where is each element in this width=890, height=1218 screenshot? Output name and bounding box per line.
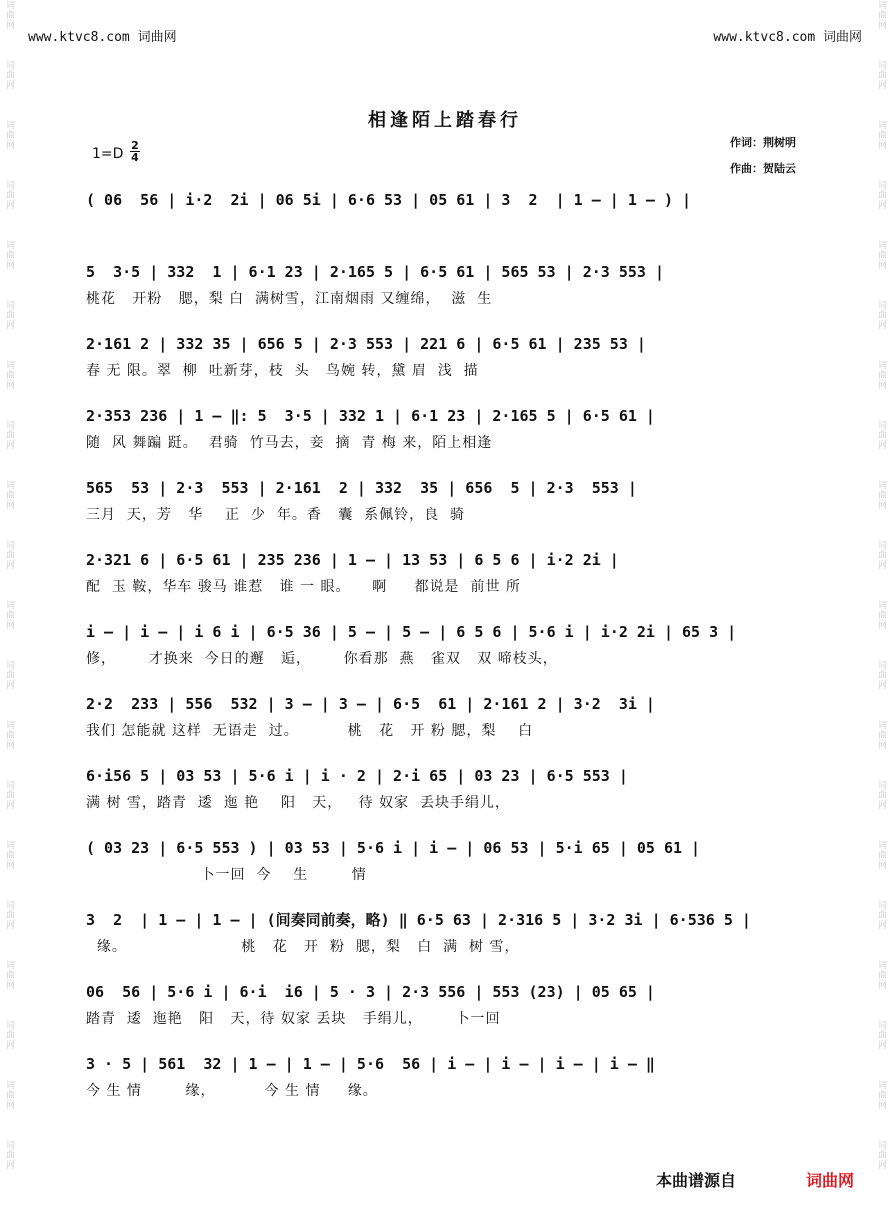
- lyric-line: 修， 才换来 今日的邂 逅， 你看那 燕 雀双 双 啼枝头，: [86, 651, 558, 667]
- side-watermark: 词曲网: [876, 600, 886, 630]
- lyric-line: 随 风 舞蹁 跹。 君骑 竹马去，妾 摘 青 梅 来，陌上相逢: [86, 435, 493, 451]
- score-system: [86, 538, 806, 610]
- side-watermark: 词曲网: [876, 720, 886, 750]
- side-watermark: 词曲网: [4, 780, 14, 810]
- side-watermark: 词曲网: [4, 180, 14, 210]
- side-watermark: 词曲网: [876, 1140, 886, 1170]
- side-watermark: 词曲网: [4, 120, 14, 150]
- time-signature: [130, 140, 140, 163]
- score-system: [86, 610, 806, 682]
- side-watermark: 词曲网: [4, 960, 14, 990]
- side-watermark: 词曲网: [4, 60, 14, 90]
- composer-credit: 作曲：贺陆云: [730, 162, 796, 175]
- side-watermark: 词曲网: [876, 360, 886, 390]
- side-watermark: 词曲网: [876, 1080, 886, 1110]
- score-system: [86, 754, 806, 826]
- time-signature-top: 2: [131, 139, 139, 152]
- lyric-line: 今 生 情 缘， 今 生 情 缘。: [86, 1083, 378, 1099]
- score-system: [86, 682, 806, 754]
- score-system: [86, 898, 806, 970]
- side-watermark: 词曲网: [876, 660, 886, 690]
- left-watermark-strip: [0, 0, 18, 1218]
- lyric-line: [86, 215, 806, 239]
- side-watermark: 词曲网: [4, 1020, 14, 1050]
- notation-line: ( 06 56 | i·2 2i | 06 5i | 6·6 53 | 05 61 | 3 2 | 1 — | 1 — ) |: [86, 191, 692, 209]
- side-watermark: 词曲网: [876, 480, 886, 510]
- lyric-line: 缘。 桃 花 开 粉 腮，梨 白 满 树 雪，: [86, 939, 520, 955]
- lyric-line: 春 无 限。翠 柳 吐新芽，枝 头 鸟婉 转，黛 眉 浅 描: [86, 363, 479, 379]
- score-system: [86, 826, 806, 898]
- notation-line: 06 56 | 5·6 i | 6·i i6 | 5 · 3 | 2·3 556 | 553 (23) | 05 65 |: [86, 983, 655, 1001]
- score-system: [86, 322, 806, 394]
- side-watermark: 词曲网: [876, 420, 886, 450]
- lyric-line: 三月 天，芳 华 正 少 年。香 囊 系佩铃，良 骑: [86, 507, 466, 523]
- side-watermark: 词曲网: [876, 840, 886, 870]
- side-watermark: 词曲网: [876, 1020, 886, 1050]
- lyric-line: 桃花 开粉 腮，梨 白 满树雪，江南烟雨 又缠绵， 滋 生: [86, 291, 493, 307]
- notation-line: 2·353 236 | 1 — ‖: 5 3·5 | 332 1 | 6·1 23 | 2·165 5 | 6·5 61 |: [86, 407, 655, 425]
- song-title: 相逢陌上踏春行: [368, 110, 522, 131]
- notation-line: 5 3·5 | 332 1 | 6·1 23 | 2·165 5 | 6·5 61 | 565 53 | 2·3 553 |: [86, 263, 664, 281]
- notation-line: 565 53 | 2·3 553 | 2·161 2 | 332 35 | 656 5 | 2·3 553 |: [86, 479, 637, 497]
- lyric-line: 踏青 逶 迤艳 阳 天，待 奴家 丢块 手绢儿， 卜一回: [86, 1011, 501, 1027]
- score-body: [86, 178, 806, 1114]
- notation-line: 6·i56 5 | 03 53 | 5·6 i | i · 2 | 2·i 65 | 03 23 | 6·5 553 |: [86, 767, 628, 785]
- side-watermark: 词曲网: [876, 900, 886, 930]
- score-system: [86, 1042, 806, 1114]
- side-watermark: 词曲网: [876, 240, 886, 270]
- side-watermark: 词曲网: [4, 1140, 14, 1170]
- side-watermark: 词曲网: [4, 0, 14, 30]
- lyric-line: 满 树 雪，踏青 逶 迤 艳 阳 天， 待 奴家 丢块手绢儿，: [86, 795, 511, 811]
- notation-line: 3 2 | 1 — | 1 — | (间奏同前奏，略) ‖ 6·5 63 | 2·316 5 | 3·2 3i | 6·536 5 |: [86, 911, 751, 929]
- lyric-line: 配 玉 鞍，华车 骏马 谁惹 谁 一 眼。 啊 都说是 前世 所: [86, 579, 521, 595]
- score-system: [86, 394, 806, 466]
- side-watermark: 词曲网: [876, 120, 886, 150]
- side-watermark: 词曲网: [4, 480, 14, 510]
- lyric-line: 卜一回 今 生 情: [86, 867, 367, 883]
- side-watermark: 词曲网: [4, 540, 14, 570]
- side-watermark: 词曲网: [4, 300, 14, 330]
- time-signature-bottom: 4: [131, 151, 139, 164]
- notation-line: i — | i — | i 6 i | 6·5 36 | 5 — | 5 — | 6 5 6 | 5·6 i | i·2 2i | 65 3 |: [86, 623, 737, 641]
- score-system: [86, 250, 806, 322]
- side-watermark: 词曲网: [876, 60, 886, 90]
- side-watermark: 词曲网: [4, 660, 14, 690]
- side-watermark: 词曲网: [876, 960, 886, 990]
- header-url-left: www.ktvc8.com 词曲网: [28, 30, 177, 45]
- side-watermark: 词曲网: [4, 240, 14, 270]
- notation-line: ( 03 23 | 6·5 553 ) | 03 53 | 5·6 i | i — | 06 53 | 5·i 65 | 05 61 |: [86, 839, 701, 857]
- header-url-right: www.ktvc8.com 词曲网: [713, 30, 862, 45]
- side-watermark: 词曲网: [876, 300, 886, 330]
- lyricist-credit: 作词：荆树明: [730, 136, 796, 149]
- key-signature: 1=D: [92, 146, 124, 162]
- notation-line: 3 · 5 | 561 32 | 1 — | 1 — | 5·6 56 | i — | i — | i — | i — ‖: [86, 1055, 655, 1073]
- side-watermark: 词曲网: [4, 840, 14, 870]
- side-watermark: 词曲网: [4, 420, 14, 450]
- lyric-line: 我们 怎能就 这样 无语走 过。 桃 花 开 粉 腮，梨 白: [86, 723, 534, 739]
- side-watermark: 词曲网: [4, 360, 14, 390]
- score-system: [86, 178, 806, 250]
- notation-line: 2·161 2 | 332 35 | 656 5 | 2·3 553 | 221 6 | 6·5 61 | 235 53 |: [86, 335, 646, 353]
- side-watermark: 词曲网: [876, 180, 886, 210]
- score-system: [86, 970, 806, 1042]
- notation-line: 2·321 6 | 6·5 61 | 235 236 | 1 — | 13 53 | 6 5 6 | i·2 2i |: [86, 551, 619, 569]
- score-system: [86, 466, 806, 538]
- right-watermark-strip: [872, 0, 890, 1218]
- footer-brand-link[interactable]: 词曲网: [806, 1171, 855, 1190]
- side-watermark: 词曲网: [876, 540, 886, 570]
- side-watermark: 词曲网: [4, 1080, 14, 1110]
- footer-source-text: 本曲谱源自: [656, 1171, 737, 1190]
- notation-line: 2·2 233 | 556 532 | 3 — | 3 — | 6·5 61 | 2·161 2 | 3·2 3i |: [86, 695, 655, 713]
- side-watermark: 词曲网: [876, 0, 886, 30]
- side-watermark: 词曲网: [4, 600, 14, 630]
- side-watermark: 词曲网: [4, 900, 14, 930]
- side-watermark: 词曲网: [4, 720, 14, 750]
- side-watermark: 词曲网: [876, 780, 886, 810]
